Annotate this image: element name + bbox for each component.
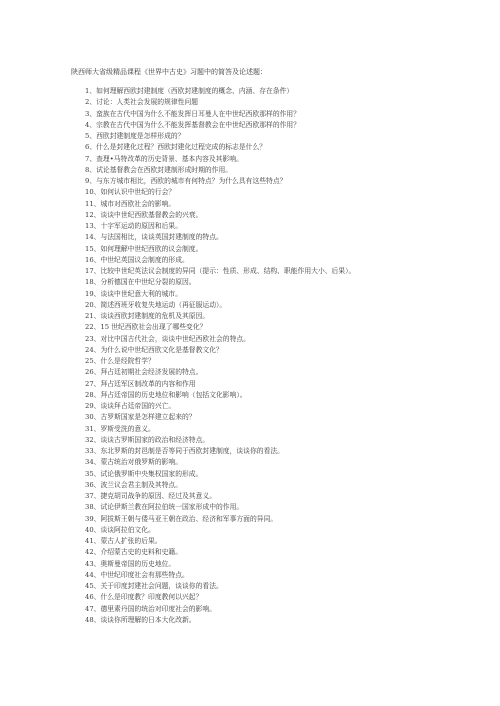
question-item: 31、罗斯受洗的意义。	[85, 424, 155, 433]
question-item: 15、如何理解中世纪西欧的议会制度。	[85, 244, 203, 253]
question-item: 8、试论基督教会在西欧封建制形成时期的作用。	[85, 165, 233, 174]
question-item: 17、比较中世纪英法议会制度的异同（提示：性质、形成、结构、职能作用大小、后果）。	[85, 267, 356, 275]
question-item: 16、中世纪英国议会制度的形成。	[85, 255, 189, 264]
question-item: 44、中世纪印度社会有那些特点。	[85, 570, 189, 579]
question-item: 21、谈谈西欧封建制度的危机及其原因。	[85, 312, 210, 320]
question-item: 9、与东方城市相比，西欧的城市有何特点？为什么具有这些特点？	[85, 177, 287, 185]
question-list	[85, 86, 355, 626]
question-item: 45、关于印度封建社会问题，谈谈你的看法。	[85, 582, 223, 590]
question-item: 38、试论伊斯兰教在阿拉伯统一国家形成中的作用。	[85, 503, 244, 512]
question-item: 1、如何理解西欧封建制度（西欧封建制度的概念、内涵、存在条件）	[85, 87, 294, 95]
question-item: 25、什么是经院哲学？	[85, 357, 155, 365]
question-item: 13、十字军运动的原因和后果。	[85, 222, 183, 230]
question-item: 4、宗教在古代中国为什么不能发挥基督教会在中世纪西欧那样的作用？	[85, 120, 301, 129]
question-item: 34、蒙古统治对俄罗斯的影响。	[85, 458, 183, 467]
question-item: 33、东北罗斯的封邑制是否等同于西欧封建制度，谈谈你的看法。	[85, 447, 284, 455]
question-item: 32、谈谈古罗斯国家的政治和经济特点。	[85, 435, 210, 444]
question-item: 11、城市对西欧社会的影响。	[85, 199, 176, 208]
question-item: 23、对比中国古代社会，谈谈中世纪西欧社会的特点。	[85, 334, 250, 343]
question-item: 29、谈谈拜占廷帝国的兴亡。	[85, 402, 176, 410]
question-item: 28、拜占廷帝国的历史地位和影响（包括文化影响）。	[85, 390, 247, 399]
question-item: 41、蒙古人扩张的后果。	[85, 537, 162, 545]
question-item: 19、谈谈中世纪意大利的城市。	[85, 289, 183, 298]
question-item: 30、古罗斯国家是怎样建立起来的？	[85, 413, 196, 422]
question-item: 18、分析德国在中世纪分裂的原因。	[85, 278, 196, 287]
question-item: 47、德里素丹国的统治对印度社会的影响。	[85, 604, 216, 613]
question-item: 10、如何认识中世纪的行会？	[85, 188, 176, 197]
question-item: 2、讨论：人类社会发展的规律性问题	[85, 98, 199, 107]
question-item: 46、什么是印度教？印度教何以兴起？	[85, 593, 203, 602]
question-item: 3、蛮族在古代中国为什么不能发挥日耳曼人在中世纪西欧那样的作用？	[85, 109, 301, 118]
question-item: 43、奥斯曼帝国的历史地位。	[85, 559, 176, 568]
question-item: 12、谈谈中世纪西欧基督教会的兴衰。	[85, 210, 203, 219]
question-item: 22、15 世纪西欧社会出现了哪些变化？	[85, 323, 207, 332]
question-item: 36、波兰议会君主制及其特点。	[85, 480, 183, 489]
question-item: 40、谈谈阿拉伯文化。	[85, 525, 155, 534]
question-item: 7、查理•马特改革的历史背景、基本内容及其影响。	[85, 154, 243, 163]
document-title: 陕西师大省级精品课程《世界中古史》习题中的简答及论述题：	[71, 68, 267, 76]
question-item: 14、与法国相比，谈谈英国封建制度的特点。	[85, 233, 223, 242]
question-item: 5、西欧封建制度是怎样形成的？	[85, 132, 185, 140]
question-item: 37、捷克胡司战争的原因、经过及其意义。	[85, 492, 216, 500]
question-item: 35、试论俄罗斯中央集权国家的形成。	[85, 469, 203, 478]
question-item: 20、简述西班牙收复失地运动（再征服运动）。	[85, 300, 227, 309]
question-item: 24、为什么说中世纪西欧文化是基督教文化？	[85, 345, 223, 354]
question-item: 27、拜占廷军区制改革的内容和作用	[85, 379, 196, 388]
question-item: 39、阿拔斯王朝与倭马亚王朝在政治、经济和军事方面的异同。	[85, 514, 278, 523]
question-item: 48、谈谈你所理解的日本大化改新。	[85, 615, 196, 624]
question-item: 26、拜占廷初期社会经济发展的特点。	[85, 368, 203, 377]
question-item: 42、介绍蒙古史的史料和史籍。	[85, 548, 183, 557]
question-item: 6、什么是封建化过程？西欧封建化过程完成的标志是什么？	[85, 143, 267, 152]
